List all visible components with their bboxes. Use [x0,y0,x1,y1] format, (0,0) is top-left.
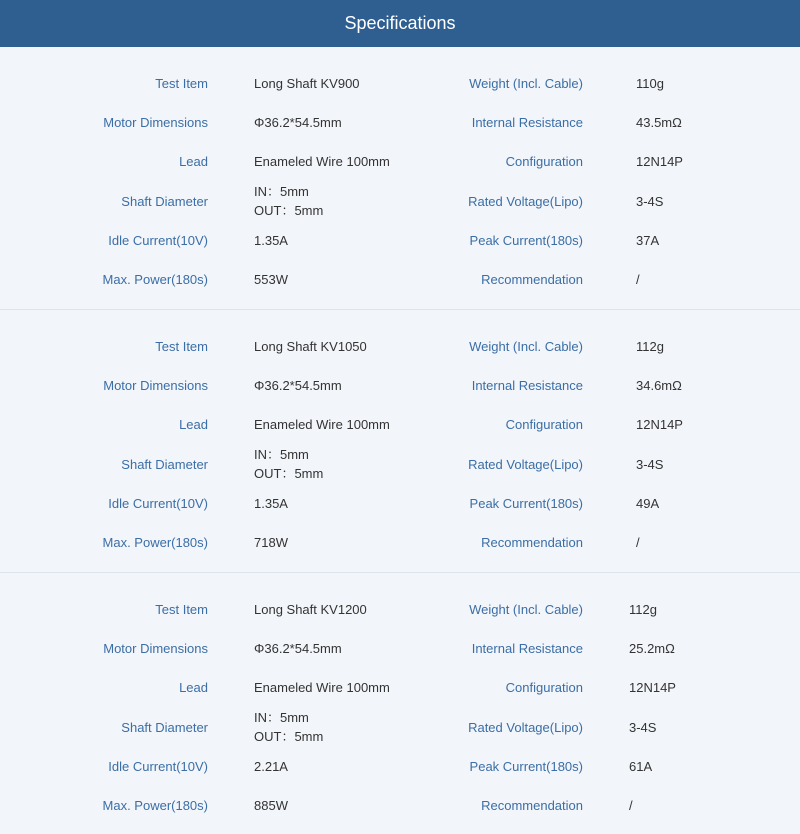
max-power-value: 718W [254,535,288,551]
idle-current-label: Idle Current(10V) [108,232,208,248]
spec-row [0,484,800,523]
lead-label: Lead [179,154,208,170]
spec-section-kv1200 [0,573,800,834]
shaft-diameter-value [208,182,463,220]
idle-current-value: 1.35A [254,232,288,248]
peak-current-label: Peak Current(180s) [469,758,583,774]
shaft-in-value: IN：5mm [254,184,309,200]
shaft-in-value: IN：5mm [254,447,309,463]
weight-label: Weight (Incl. Cable) [469,339,583,355]
spec-row [0,590,800,629]
configuration-label: Configuration [505,417,583,433]
spec-row [0,142,800,181]
motor-dimensions-label: Motor Dimensions [103,641,208,657]
lead-value: Enameled Wire 100mm [254,417,390,433]
weight-value: 112g [636,339,664,355]
recommendation-label: Recommendation [481,798,583,814]
shaft-out-value: OUT：5mm [254,466,324,482]
rated-voltage-value: 3-4S [636,193,664,209]
lead-label: Lead [179,680,208,696]
max-power-label: Max. Power(180s) [102,272,208,288]
lead-value: Enameled Wire 100mm [254,680,390,696]
configuration-value: 12N14P [629,680,676,696]
internal-resistance-label: Internal Resistance [471,378,583,394]
spec-row [0,747,800,786]
lead-label: Lead [179,417,208,433]
max-power-label: Max. Power(180s) [102,798,208,814]
test-item-label: Test Item [155,76,208,92]
peak-current-value: 61A [629,758,653,774]
peak-current-label: Peak Current(180s) [469,495,583,511]
shaft-diameter-value [208,708,463,746]
test-item-value: Long Shaft KV1050 [254,339,367,355]
configuration-label: Configuration [505,680,583,696]
motor-dimensions-value: Φ36.2*54.5mm [254,378,342,394]
rated-voltage-label: Rated Voltage(Lipo) [468,193,583,209]
shaft-diameter-label: Shaft Diameter [121,193,208,209]
weight-label: Weight (Incl. Cable) [469,602,583,618]
rated-voltage-label: Rated Voltage(Lipo) [468,719,583,735]
shaft-in-value: IN：5mm [254,710,309,726]
recommendation-value: / [629,798,633,814]
spec-row [0,629,800,668]
spec-row [0,260,800,299]
weight-label: Weight (Incl. Cable) [469,76,583,92]
shaft-out-value: OUT：5mm [254,203,324,219]
weight-value: 112g [629,602,657,618]
motor-dimensions-label: Motor Dimensions [103,378,208,394]
peak-current-label: Peak Current(180s) [469,232,583,248]
internal-resistance-value: 34.6mΩ [636,378,682,394]
spec-row [0,668,800,707]
internal-resistance-label: Internal Resistance [471,115,583,131]
configuration-label: Configuration [505,154,583,170]
rated-voltage-value: 3-4S [629,719,657,735]
spec-row [0,327,800,366]
idle-current-value: 2.21A [254,758,288,774]
spec-row [0,708,800,747]
rated-voltage-value: 3-4S [636,456,664,472]
spec-row [0,103,800,142]
shaft-diameter-value [208,445,463,483]
peak-current-value: 49A [636,495,660,511]
spec-section-kv1050 [0,310,800,573]
shaft-diameter-label: Shaft Diameter [121,719,208,735]
test-item-label: Test Item [155,602,208,618]
spec-row [0,445,800,484]
test-item-label: Test Item [155,339,208,355]
spec-row [0,182,800,221]
max-power-value: 553W [254,272,288,288]
spec-row [0,523,800,562]
lead-value: Enameled Wire 100mm [254,154,390,170]
weight-value: 110g [636,76,664,92]
recommendation-label: Recommendation [481,272,583,288]
spec-row [0,64,800,103]
spec-row [0,405,800,444]
configuration-value: 12N14P [636,154,683,170]
motor-dimensions-value: Φ36.2*54.5mm [254,641,342,657]
motor-dimensions-value: Φ36.2*54.5mm [254,115,342,131]
test-item-value: Long Shaft KV1200 [254,602,367,618]
recommendation-label: Recommendation [481,535,583,551]
internal-resistance-value: 25.2mΩ [629,641,675,657]
max-power-label: Max. Power(180s) [102,535,208,551]
recommendation-value: / [636,272,640,288]
spec-row [0,366,800,405]
idle-current-value: 1.35A [254,495,288,511]
idle-current-label: Idle Current(10V) [108,758,208,774]
specifications-header [0,0,800,47]
page-title: Specifications [344,13,456,33]
rated-voltage-label: Rated Voltage(Lipo) [468,456,583,472]
test-item-value: Long Shaft KV900 [254,76,360,92]
configuration-value: 12N14P [636,417,683,433]
spec-row [0,221,800,260]
spec-row [0,786,800,825]
spec-section-kv900 [0,47,800,310]
internal-resistance-value: 43.5mΩ [636,115,682,131]
internal-resistance-label: Internal Resistance [471,641,583,657]
recommendation-value: / [636,535,640,551]
shaft-out-value: OUT：5mm [254,729,324,745]
peak-current-value: 37A [636,232,660,248]
max-power-value: 885W [254,798,288,814]
motor-dimensions-label: Motor Dimensions [103,115,208,131]
idle-current-label: Idle Current(10V) [108,495,208,511]
shaft-diameter-label: Shaft Diameter [121,456,208,472]
